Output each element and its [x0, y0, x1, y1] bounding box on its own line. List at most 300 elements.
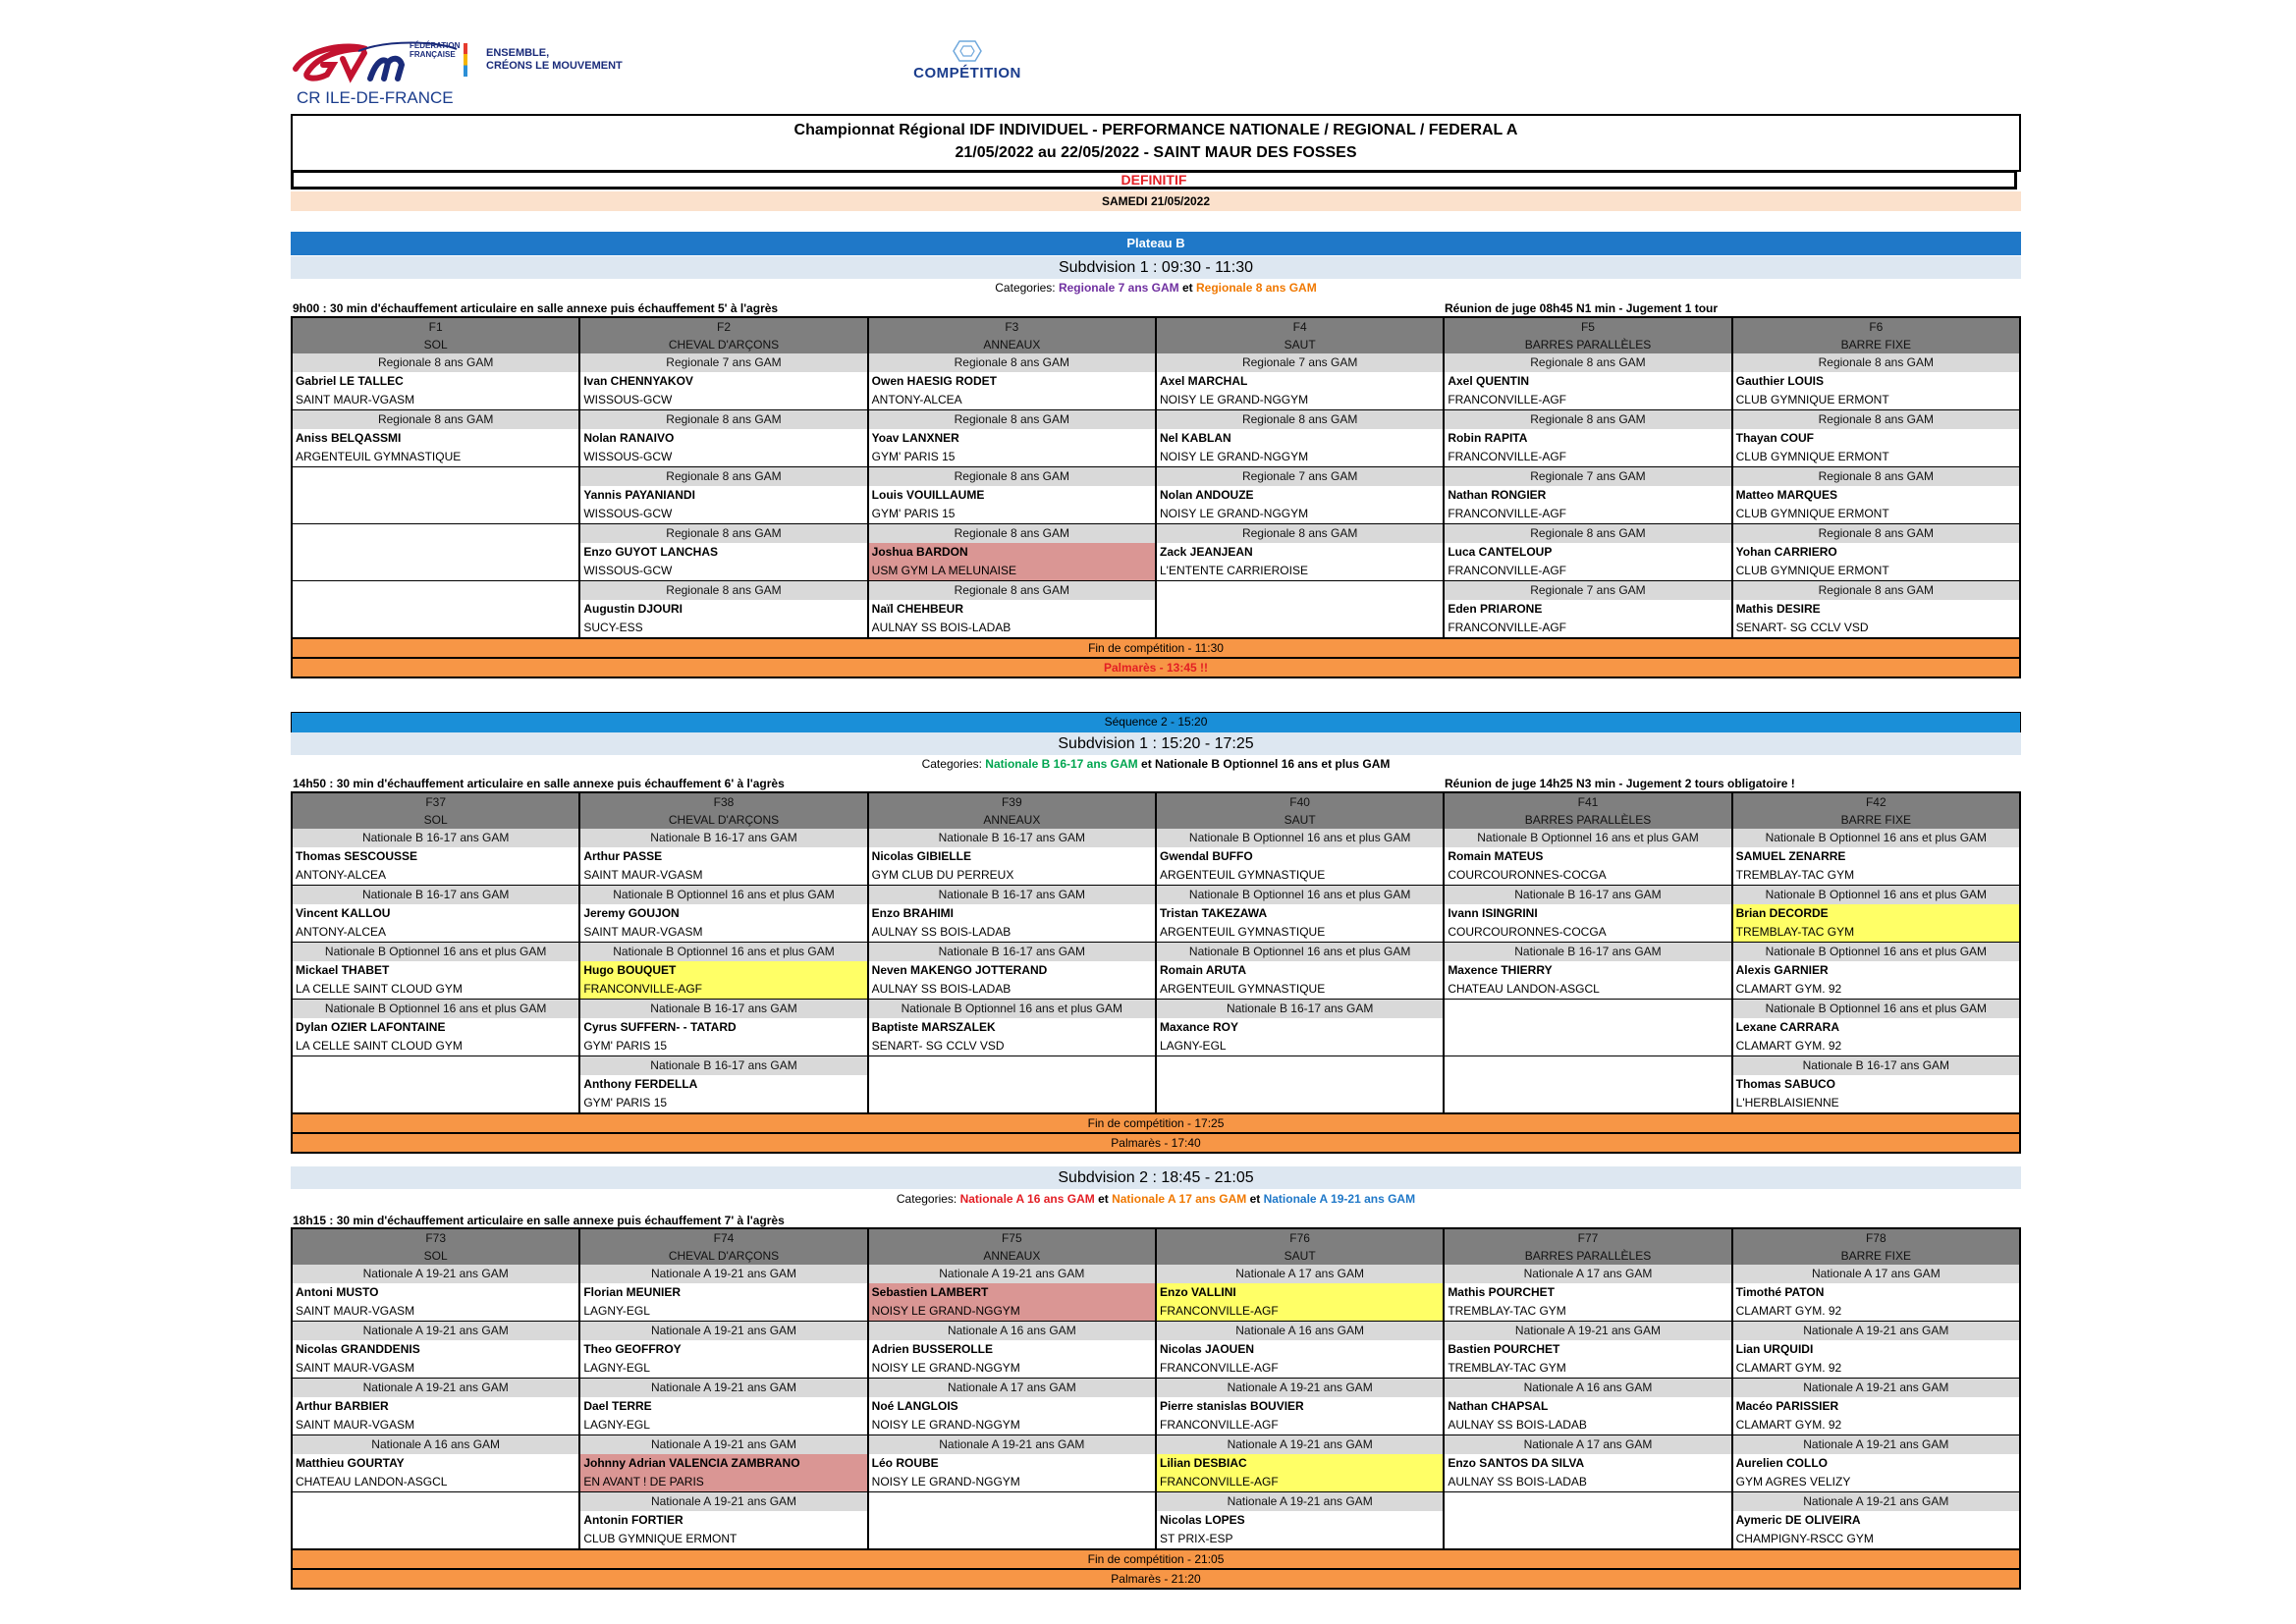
- gymnast-slot: [1733, 999, 2019, 1056]
- gymnast-club: LA CELLE SAINT CLOUD GYM: [296, 1039, 463, 1053]
- gymnast-category: Nationale B Optionnel 16 ans et plus GAM: [1157, 886, 1443, 904]
- gymnast-club: CLUB GYMNIQUE ERMONT: [583, 1532, 738, 1545]
- gymnast-slot: [1733, 829, 2019, 885]
- gymnast-category: Regionale 8 ans GAM: [580, 467, 866, 486]
- apparatus-name: CHEVAL D'ARÇONS: [668, 813, 780, 827]
- gymnast-category: Regionale 7 ans GAM: [1445, 467, 1730, 486]
- gymnast-category: Regionale 8 ans GAM: [1733, 410, 2019, 429]
- apparatus-name: SOL: [423, 813, 448, 827]
- end-of-competition: Fin de compétition - 21:05: [292, 1549, 2020, 1569]
- gymnast-category: Nationale A 19-21 ans GAM: [580, 1265, 866, 1283]
- gymnast-slot: [1445, 1435, 1730, 1491]
- gymnast-slot: [293, 829, 578, 885]
- gymnast-club: WISSOUS-GCW: [583, 507, 673, 520]
- gymnast-slot: [1733, 523, 2019, 580]
- apparatus-header: [1733, 318, 2019, 353]
- gymnast-name: Aymeric DE OLIVEIRA: [1735, 1513, 1861, 1527]
- gymnast-slot: [1733, 1378, 2019, 1435]
- warmup-1: 9h00 : 30 min d'échauffement articulaire en salle annexe puis échauffement 5' à l'agrès: [293, 301, 779, 315]
- gymnast-name: Nicolas LOPES: [1159, 1513, 1245, 1527]
- gymnast-category: Regionale 8 ans GAM: [869, 524, 1155, 543]
- fed-label-2: FRANÇAISE: [410, 50, 456, 59]
- rotation-grid-3: [291, 1227, 2021, 1590]
- rotation-grid-2: [291, 791, 2021, 1154]
- gymnast-category: Nationale B 16-17 ans GAM: [869, 886, 1155, 904]
- gymnast-category: Regionale 8 ans GAM: [869, 467, 1155, 486]
- gymnast-name: Matthieu GOURTAY: [296, 1456, 405, 1470]
- gymnast-slot: [1445, 1491, 1730, 1548]
- competition-emblem-icon: [889, 39, 1046, 65]
- gymnast-slot: [293, 1056, 578, 1112]
- gymnast-slot: [580, 1321, 866, 1378]
- apparatus-code: F2: [716, 320, 731, 334]
- gymnast-club: SENART- SG CCLV VSD: [1735, 621, 1869, 634]
- gymnast-category: Nationale B Optionnel 16 ans et plus GAM: [1733, 1000, 2019, 1018]
- gymnast-club: ARGENTEUIL GYMNASTIQUE: [1159, 982, 1326, 996]
- gymnast-slot: [1157, 523, 1443, 580]
- gymnast-slot: [293, 1435, 578, 1491]
- subdivision-2-title: Subdvision 1 : 15:20 - 17:25: [291, 732, 2021, 755]
- apparatus-name: SAUT: [1284, 338, 1316, 352]
- gymnast-name: Hugo BOUQUET: [580, 961, 866, 980]
- gymnast-slot: [1445, 942, 1730, 999]
- apparatus-code: F37: [425, 795, 446, 809]
- apparatus-header: [1733, 1229, 2019, 1265]
- gymnast-category: [1157, 1056, 1443, 1075]
- gymnast-slot: [293, 942, 578, 999]
- gymnast-name: Cyrus SUFFERN- - TATARD: [583, 1020, 737, 1034]
- gymnast-name: Mickael THABET: [296, 963, 390, 977]
- logo-separator: [464, 43, 467, 77]
- gymnast-name: Naïl CHEHBEUR: [871, 602, 964, 616]
- gymnast-name: Nicolas JAOUEN: [1159, 1342, 1255, 1356]
- gymnast-slot: [580, 409, 866, 466]
- apparatus-name: BARRES PARALLÈLES: [1524, 1249, 1652, 1263]
- gymnast-club: GYM' PARIS 15: [583, 1039, 668, 1053]
- gymnast-slot: [1733, 1265, 2019, 1321]
- apparatus-name: ANNEAUX: [983, 338, 1041, 352]
- gymnast-name: Nolan ANDOUZE: [1159, 488, 1254, 502]
- gymnast-name: Romain MATEUS: [1448, 849, 1544, 863]
- apparatus-name: ANNEAUX: [983, 813, 1041, 827]
- gymnast-category: Nationale B Optionnel 16 ans et plus GAM: [1157, 829, 1443, 847]
- gymnast-slot: [1445, 1321, 1730, 1378]
- gymnast-category: Nationale A 19-21 ans GAM: [1733, 1322, 2019, 1340]
- rotation-grid-1: [291, 316, 2021, 678]
- gymnast-club: L'HERBLAISIENNE: [1735, 1096, 1839, 1110]
- fed-label-1: FÉDÉRATION: [410, 41, 461, 50]
- gymnast-club: [869, 1094, 1155, 1112]
- palmares: Palmarès - 21:20: [292, 1569, 2020, 1589]
- gymnast-slot: [1733, 353, 2019, 409]
- gymnast-slot: [869, 353, 1155, 409]
- gymnast-category: Nationale B 16-17 ans GAM: [580, 1000, 866, 1018]
- gymnast-name: [293, 1075, 578, 1094]
- gymnast-slot: [580, 466, 866, 523]
- gymnast-club: CHATEAU LANDON-ASGCL: [1448, 982, 1600, 996]
- gymnast-category: Nationale A 19-21 ans GAM: [869, 1435, 1155, 1454]
- apparatus-header: [293, 318, 578, 353]
- gymnast-slot: [869, 523, 1155, 580]
- gymnast-slot: [1733, 466, 2019, 523]
- gymnast-club: CLAMART GYM. 92: [1735, 1039, 1842, 1053]
- gymnast-club: AULNAY SS BOIS-LADAB: [871, 621, 1011, 634]
- gymnast-category: Nationale B Optionnel 16 ans et plus GAM: [1733, 886, 2019, 904]
- gymnast-category: Nationale B Optionnel 16 ans et plus GAM: [1157, 943, 1443, 961]
- gymnast-club: AULNAY SS BOIS-LADAB: [871, 925, 1011, 939]
- gymnast-club: ARGENTEUIL GYMNASTIQUE: [1159, 868, 1326, 882]
- gymnast-club: WISSOUS-GCW: [583, 564, 673, 577]
- gymnast-name: Sebastien LAMBERT: [869, 1283, 1155, 1302]
- gymnast-name: Mathis DESIRE: [1735, 602, 1821, 616]
- apparatus-code: F3: [1005, 320, 1019, 334]
- gymnast-name: Timothé PATON: [1735, 1285, 1825, 1299]
- apparatus-header: [1733, 793, 2019, 829]
- gymnast-name: Alexis GARNIER: [1735, 963, 1829, 977]
- gymnast-category: [293, 1492, 578, 1511]
- subdivision-3-title: Subdvision 2 : 18:45 - 21:05: [291, 1166, 2021, 1189]
- palmares: Palmarès - 13:45 !!: [292, 658, 2020, 677]
- gymnast-category: Nationale A 19-21 ans GAM: [293, 1265, 578, 1283]
- gymnast-club: CLUB GYMNIQUE ERMONT: [1735, 507, 1889, 520]
- gymnast-club: FRANCONVILLE-AGF: [1159, 1418, 1279, 1432]
- apparatus-name: SOL: [423, 338, 448, 352]
- gymnast-category: [1445, 1000, 1730, 1018]
- gymnast-club: [293, 562, 578, 580]
- slogan: [486, 47, 623, 73]
- gymnast-club: NOISY LE GRAND-NGGYM: [871, 1418, 1020, 1432]
- apparatus-name: BARRES PARALLÈLES: [1524, 813, 1652, 827]
- gymnast-category: Nationale A 19-21 ans GAM: [1733, 1379, 2019, 1397]
- gymnast-slot: [1445, 1265, 1730, 1321]
- end-of-competition: Fin de compétition - 17:25: [292, 1113, 2020, 1133]
- gymnast-name: Brian DECORDE: [1733, 904, 2019, 923]
- apparatus-column: [868, 792, 1156, 1113]
- gymnast-name: Nicolas GIBIELLE: [871, 849, 972, 863]
- gymnast-name: Enzo SANTOS DA SILVA: [1448, 1456, 1585, 1470]
- gymnast-category: [1445, 1492, 1730, 1511]
- gymnast-club: SAINT MAUR-VGASM: [296, 393, 415, 406]
- gymnast-slot: [869, 409, 1155, 466]
- gymnast-club: TREMBLAY-TAC GYM: [1735, 868, 1855, 882]
- gymnast-slot: [293, 1265, 578, 1321]
- status-label: DEFINITIF: [291, 170, 2017, 189]
- gymnast-slot: [293, 999, 578, 1056]
- gymnast-category: Nationale B 16-17 ans GAM: [1445, 886, 1730, 904]
- apparatus-name: BARRES PARALLÈLES: [1524, 338, 1652, 352]
- gymnast-name: Enzo VALLINI: [1157, 1283, 1443, 1302]
- category-label: et: [1094, 1192, 1113, 1206]
- gymnast-slot: [1445, 885, 1730, 942]
- gymnast-name: Maxence THIERRY: [1448, 963, 1553, 977]
- gymnast-name: Nel KABLAN: [1159, 431, 1231, 445]
- gymnast-club: SAINT MAUR-VGASM: [583, 925, 703, 939]
- gymnast-name: Dylan OZIER LAFONTAINE: [296, 1020, 446, 1034]
- gymnast-category: Regionale 8 ans GAM: [580, 581, 866, 600]
- gymnast-club: [293, 1530, 578, 1548]
- gymnast-name: Joshua BARDON: [869, 543, 1155, 562]
- gymnast-club: L'ENTENTE CARRIEROISE: [1159, 564, 1308, 577]
- gymnast-club: AULNAY SS BOIS-LADAB: [1448, 1418, 1587, 1432]
- gymnast-club: FRANCONVILLE-AGF: [1448, 507, 1566, 520]
- gymnast-slot: [580, 885, 866, 942]
- slogan-line-1: ENSEMBLE,: [486, 47, 550, 59]
- gymnast-name: [293, 1511, 578, 1530]
- gymnast-club: ARGENTEUIL GYMNASTIQUE: [1159, 925, 1326, 939]
- gymnast-name: SAMUEL ZENARRE: [1735, 849, 1846, 863]
- categories-prefix: Categories:: [896, 1192, 960, 1206]
- gymnast-slot: [293, 580, 578, 637]
- gymnast-name: Florian MEUNIER: [583, 1285, 681, 1299]
- categories-1: [291, 281, 2021, 295]
- gymnast-club: [293, 1094, 578, 1112]
- region-label: CR ILE-DE-FRANCE: [297, 88, 454, 107]
- title-line-1: Championnat Régional IDF INDIVIDUEL - PERFORMANCE NATIONALE / REGIONAL / FEDERAL A: [793, 122, 1518, 138]
- gymnast-club: [869, 1530, 1155, 1548]
- gymnast-category: Regionale 8 ans GAM: [1445, 353, 1730, 372]
- gymnast-name: Maxance ROY: [1159, 1020, 1239, 1034]
- gymnast-category: [293, 581, 578, 600]
- gymnast-name: Jeremy GOUJON: [583, 906, 680, 920]
- apparatus-code: F39: [1001, 795, 1022, 809]
- gymnast-name: Anthony FERDELLA: [583, 1077, 698, 1091]
- gymnast-name: [869, 1511, 1155, 1530]
- gymnast-club: [1157, 1094, 1443, 1112]
- gym-logo: [290, 39, 461, 88]
- gymnast-category: Regionale 7 ans GAM: [580, 353, 866, 372]
- category-label: Regionale 7 ans GAM: [1058, 281, 1179, 295]
- gymnast-category: Regionale 8 ans GAM: [1733, 581, 2019, 600]
- gymnast-category: Nationale A 19-21 ans GAM: [293, 1322, 578, 1340]
- apparatus-name: ANNEAUX: [983, 1249, 1041, 1263]
- gymnast-club: [1157, 619, 1443, 637]
- gymnast-slot: [1733, 580, 2019, 637]
- gymnast-slot: [1445, 409, 1730, 466]
- gymnast-category: Regionale 8 ans GAM: [869, 353, 1155, 372]
- categories-prefix: Categories:: [921, 757, 986, 771]
- apparatus-header: [1157, 1229, 1443, 1265]
- apparatus-column: [1444, 792, 1731, 1113]
- gymnast-category: [869, 1056, 1155, 1075]
- gymnast-category: Regionale 8 ans GAM: [1733, 467, 2019, 486]
- categories-3: [291, 1192, 2021, 1206]
- gymnast-slot: [1157, 999, 1443, 1056]
- gymnast-club: [1445, 1037, 1730, 1056]
- gymnast-slot: [580, 353, 866, 409]
- gymnast-name: Aniss BELQASSMI: [296, 431, 402, 445]
- gymnast-name: Macéo PARISSIER: [1735, 1399, 1839, 1413]
- apparatus-name: CHEVAL D'ARÇONS: [668, 1249, 780, 1263]
- gymnast-club: ANTONY-ALCEA: [296, 925, 387, 939]
- gymnast-name: Vincent KALLOU: [296, 906, 391, 920]
- categories-2: [291, 757, 2021, 771]
- gymnast-category: Nationale B Optionnel 16 ans et plus GAM: [1445, 829, 1730, 847]
- gymnast-name: Romain ARUTA: [1159, 963, 1246, 977]
- apparatus-header: [293, 1229, 578, 1265]
- gymnast-slot: [1445, 523, 1730, 580]
- gymnast-category: Nationale A 16 ans GAM: [1445, 1379, 1730, 1397]
- gymnast-name: [1157, 1075, 1443, 1094]
- gymnast-slot: [869, 942, 1155, 999]
- apparatus-code: F76: [1289, 1231, 1310, 1245]
- gymnast-category: Nationale B Optionnel 16 ans et plus GAM: [580, 943, 866, 961]
- gymnast-club: SENART- SG CCLV VSD: [871, 1039, 1005, 1053]
- gymnast-category: Nationale A 19-21 ans GAM: [580, 1379, 866, 1397]
- gymnast-category: [1157, 581, 1443, 600]
- gymnast-name: Zack JEANJEAN: [1159, 545, 1253, 559]
- gymnast-name: Baptiste MARSZALEK: [871, 1020, 996, 1034]
- gymnast-slot: [1445, 999, 1730, 1056]
- gymnast-slot: [1733, 409, 2019, 466]
- gymnast-category: Regionale 8 ans GAM: [869, 410, 1155, 429]
- gymnast-club: TREMBLAY-TAC GYM: [1448, 1304, 1566, 1318]
- gymnast-slot: [293, 1491, 578, 1548]
- apparatus-code: F4: [1292, 320, 1307, 334]
- gymnast-name: Arthur PASSE: [583, 849, 663, 863]
- gymnast-club: EN AVANT ! DE PARIS: [580, 1473, 866, 1491]
- gymnast-category: Nationale A 16 ans GAM: [869, 1322, 1155, 1340]
- categories-prefix: Categories:: [995, 281, 1059, 295]
- gymnast-club: CLUB GYMNIQUE ERMONT: [1735, 450, 1889, 463]
- gymnast-name: Lian URQUIDI: [1735, 1342, 1814, 1356]
- gymnast-club: LAGNY-EGL: [583, 1361, 650, 1375]
- gymnast-slot: [580, 829, 866, 885]
- gymnast-slot: [869, 829, 1155, 885]
- gymnast-name: Thayan COUF: [1735, 431, 1814, 445]
- gymnast-category: [293, 1056, 578, 1075]
- gymnast-slot: [869, 1435, 1155, 1491]
- gymnast-name: Bastien POURCHET: [1448, 1342, 1560, 1356]
- gymnast-category: Nationale A 17 ans GAM: [1445, 1435, 1730, 1454]
- gymnast-slot: [1733, 1491, 2019, 1548]
- gymnast-category: Regionale 7 ans GAM: [1157, 353, 1443, 372]
- gymnast-name: Yohan CARRIERO: [1735, 545, 1837, 559]
- apparatus-code: F5: [1580, 320, 1595, 334]
- gymnast-category: Nationale B 16-17 ans GAM: [293, 829, 578, 847]
- gymnast-club: TREMBLAY-TAC GYM: [1448, 1361, 1566, 1375]
- gymnast-name: Enzo BRAHIMI: [871, 906, 954, 920]
- gymnast-slot: [1157, 466, 1443, 523]
- gymnast-category: Nationale A 19-21 ans GAM: [1157, 1492, 1443, 1511]
- gymnast-slot: [1445, 353, 1730, 409]
- gymnast-category: [869, 1492, 1155, 1511]
- gymnast-category: Regionale 8 ans GAM: [1733, 524, 2019, 543]
- gymnast-name: Léo ROUBE: [871, 1456, 939, 1470]
- gymnast-slot: [1733, 942, 2019, 999]
- palmares: Palmarès - 17:40: [292, 1133, 2020, 1153]
- gymnast-category: Regionale 8 ans GAM: [1445, 410, 1730, 429]
- gymnast-club: FRANCONVILLE-AGF: [1448, 564, 1566, 577]
- gymnast-club: SAINT MAUR-VGASM: [296, 1361, 415, 1375]
- gymnast-name: Nolan RANAIVO: [583, 431, 675, 445]
- gymnast-slot: [1445, 1378, 1730, 1435]
- gymnast-club: FRANCONVILLE-AGF: [1157, 1302, 1443, 1321]
- apparatus-header: [869, 318, 1155, 353]
- gymnast-club: LAGNY-EGL: [1159, 1039, 1227, 1053]
- gymnast-slot: [869, 466, 1155, 523]
- warmup-2: 14h50 : 30 min d'échauffement articulaire en salle annexe puis échauffement 6' à l'agrès: [293, 777, 785, 790]
- judges-2: Réunion de juge 14h25 N3 min - Jugement 2 tours obligatoire !: [1445, 777, 1795, 790]
- gymnast-name: Dael TERRE: [583, 1399, 652, 1413]
- gymnast-slot: [580, 1378, 866, 1435]
- gymnast-club: NOISY LE GRAND-NGGYM: [871, 1475, 1020, 1489]
- gymnast-club: [1445, 1530, 1730, 1548]
- gymnast-name: Augustin DJOURI: [583, 602, 683, 616]
- gymnast-category: [293, 467, 578, 486]
- gymnast-club: GYM' PARIS 15: [583, 1096, 668, 1110]
- gymnast-slot: [869, 1378, 1155, 1435]
- gymnast-category: Nationale A 19-21 ans GAM: [869, 1265, 1155, 1283]
- gymnast-club: FRANCONVILLE-AGF: [1159, 1361, 1279, 1375]
- gymnast-club: [293, 505, 578, 523]
- gymnast-name: Arthur BARBIER: [296, 1399, 389, 1413]
- gymnast-name: Thomas SESCOUSSE: [296, 849, 418, 863]
- apparatus-column: [1444, 317, 1731, 638]
- gymnast-category: Regionale 8 ans GAM: [869, 581, 1155, 600]
- apparatus-code: F73: [425, 1231, 446, 1245]
- gymnast-name: Matteo MARQUES: [1735, 488, 1837, 502]
- gymnast-club: CLAMART GYM. 92: [1735, 1304, 1842, 1318]
- gymnast-slot: [293, 523, 578, 580]
- gymnast-category: Nationale B 16-17 ans GAM: [580, 829, 866, 847]
- apparatus-code: F1: [428, 320, 443, 334]
- subdivision-1-title: Subdvision 1 : 09:30 - 11:30: [291, 256, 2021, 279]
- slogan-line-2: CRÉONS LE MOUVEMENT: [486, 60, 623, 72]
- gymnast-category: Regionale 7 ans GAM: [1157, 467, 1443, 486]
- gymnast-slot: [580, 580, 866, 637]
- apparatus-name: BARRE FIXE: [1840, 813, 1911, 827]
- gymnast-category: Nationale A 19-21 ans GAM: [293, 1379, 578, 1397]
- warmup-3: 18h15 : 30 min d'échauffement articulaire en salle annexe puis échauffement 7' à l'agrès: [293, 1214, 785, 1227]
- apparatus-name: BARRE FIXE: [1840, 338, 1911, 352]
- apparatus-code: F77: [1577, 1231, 1599, 1245]
- gymnast-name: Axel QUENTIN: [1448, 374, 1529, 388]
- gymnast-slot: [869, 999, 1155, 1056]
- gymnast-name: Yannis PAYANIANDI: [583, 488, 695, 502]
- gymnast-club: NOISY LE GRAND-NGGYM: [869, 1302, 1155, 1321]
- gymnast-slot: [580, 1435, 866, 1491]
- gymnast-name: [293, 486, 578, 505]
- gymnast-slot: [1157, 353, 1443, 409]
- gymnast-slot: [869, 1056, 1155, 1112]
- gymnast-slot: [293, 409, 578, 466]
- gymnast-club: CLUB GYMNIQUE ERMONT: [1735, 393, 1889, 406]
- gymnast-category: Nationale B Optionnel 16 ans et plus GAM: [1733, 829, 2019, 847]
- gymnast-slot: [1445, 580, 1730, 637]
- gymnast-club: LAGNY-EGL: [583, 1418, 650, 1432]
- gymnast-slot: [1157, 829, 1443, 885]
- gymnast-name: Owen HAESIG RODET: [871, 374, 998, 388]
- gymnast-club: FRANCONVILLE-AGF: [1448, 621, 1566, 634]
- apparatus-column: [868, 317, 1156, 638]
- gymnast-category: Regionale 8 ans GAM: [1445, 524, 1730, 543]
- category-label: Nationale A 19-21 ans GAM: [1263, 1192, 1416, 1206]
- gymnast-slot: [1445, 829, 1730, 885]
- gymnast-club: [1445, 1094, 1730, 1112]
- gymnast-club: CHAMPIGNY-RSCC GYM: [1735, 1532, 1874, 1545]
- gymnast-name: Enzo GUYOT LANCHAS: [583, 545, 718, 559]
- apparatus-column: [292, 792, 579, 1113]
- apparatus-header: [580, 318, 866, 353]
- gymnast-category: Nationale A 17 ans GAM: [1157, 1265, 1443, 1283]
- gymnast-slot: [580, 942, 866, 999]
- gymnast-club: NOISY LE GRAND-NGGYM: [871, 1361, 1020, 1375]
- gymnast-name: Nathan RONGIER: [1448, 488, 1547, 502]
- gymnast-club: CLUB GYMNIQUE ERMONT: [1735, 564, 1889, 577]
- apparatus-header: [293, 793, 578, 829]
- apparatus-code: F42: [1865, 795, 1886, 809]
- apparatus-name: SAUT: [1284, 813, 1316, 827]
